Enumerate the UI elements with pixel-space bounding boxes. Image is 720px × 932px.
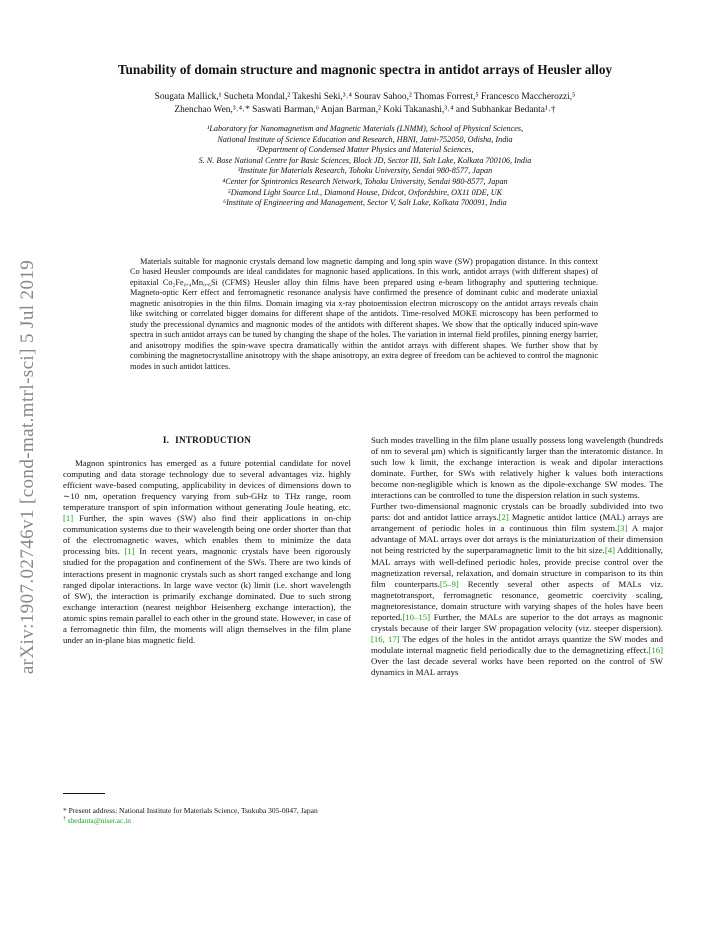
citation-link[interactable]: [1] xyxy=(63,513,74,524)
text-run: Recently several other aspects of MALs viz. magnetotransport, ferromagnetic resonance, geometric coercivity scaling, magnetoresistance, domain structure with varying shapes of the holes have been reported. xyxy=(371,578,664,622)
text-run: The edges of the holes in the antidot arrays quantize the SW modes and modulate internal magnetic field periodically due to the demagnetizing effect. xyxy=(371,633,663,655)
affiliation-line: ⁶Institute of Engineering and Management, Sector V, Salt Lake, Kolkata 700091, India xyxy=(223,198,507,208)
text-run: Magnon spintronics has emerged as a future potential candidate for novel computing and data storage technology due to several advantages viz. highly efficient wave-based computing, applicability in devices of dimensions down to ∼10 nm, operation frequency varying from sub-GHz to THz range, room temperature transport of spin information without generating Joule heating, etc. xyxy=(63,458,351,513)
text-run: Further two-dimensional magnonic crystals can be broadly subdivided into two parts: dot and antidot lattice arrays. xyxy=(371,501,663,523)
citation-link[interactable]: [1] xyxy=(124,546,135,557)
citation-link[interactable]: [5–9] xyxy=(439,578,459,589)
citation-link[interactable]: [16] xyxy=(648,644,663,655)
affiliation-line: ³Institute for Materials Research, Tohoku University, Sendai 980-8577, Japan xyxy=(237,166,493,176)
intro-paragraph xyxy=(63,458,351,646)
citation-link[interactable]: [4] xyxy=(604,545,616,556)
left-column xyxy=(63,435,351,646)
author-line-1: Sougata Mallick,¹ Sucheta Mondal,² Takeshi Seki,³˒⁴ Sourav Sahoo,² Thomas Forrest,⁵ Francesco Maccherozzi,⁵ xyxy=(154,92,576,102)
text-run: Magnetic antidot lattice (MAL) arrays are arrangement of periodic holes in a continuous thin film system. xyxy=(371,512,663,534)
footnote-divider xyxy=(63,793,105,794)
affiliation-line: ¹Laboratory for Nanomagnetism and Magnetic Materials (LNMM), School of Physical Sciences, xyxy=(206,124,524,133)
text-run: In recent years, magnonic crystals have been rigorously studied for the propagation and confinement of the SWs. There are two kinds of interactions present in magnonic crystals such as short ranged exchange and long ranged dipolar interactions. In large wave vector (k) limit (i.e. short wavelength of SW), the interaction is primarily exchange dominated. Due to such strong exchange interaction (nearest neighbor Heisenberg exchange interaction), the atomic spins remain parallel to each other in the ground state. However, in case of a ferromagnetic thin film, the moments will align themselves in the film plane under an in-plane bias magnetic field. xyxy=(63,546,352,645)
section-number: I. xyxy=(162,435,170,445)
section-heading xyxy=(63,435,351,446)
author-line-2: Zhenchao Wen,³˒⁴˒* Saswati Barman,⁶ Anjan Barman,² Koki Takanashi,³˒⁴ and Subhankar Bedanta¹˒† xyxy=(174,105,556,115)
citation-link[interactable]: [2] xyxy=(498,512,509,523)
affiliation-line: ⁴Center for Spintronics Research Network, Tohoku University, Sendai 980-8577, Japan xyxy=(222,176,508,186)
citation-link[interactable]: [3] xyxy=(617,523,628,534)
footnotes xyxy=(63,806,351,825)
right-column xyxy=(371,435,663,678)
arxiv-identifier-text: arXiv:1907.02746v1 [cond-mat.mtrl-sci] 5 Jul 2019 xyxy=(17,259,39,675)
text-run: Further, the spin waves (SW) also find their applications in on-chip communication systems due to their wavelength being one order shorter than that of the electromagnetic waves, which enables them to minimize the data processing bits. xyxy=(63,513,351,557)
text-run: Further, the MALs are superior to the dot arrays as magnonic crystals because of their larger SW propagation velocity (viz. steeper dispersion). xyxy=(371,611,663,633)
text-run: Over the last decade several works have been reported on the control of SW dynamics in MAL arrays xyxy=(371,655,663,677)
affiliation-line: ²Department of Condensed Matter Physics and Material Sciences, xyxy=(256,145,474,155)
affiliation-list xyxy=(80,124,650,209)
abstract xyxy=(130,257,598,372)
intro-paragraph xyxy=(371,501,663,678)
intro-paragraph: Such modes travelling in the film plane usually possess long wavelength (hundreds of nm to several μm) which is significantly larger than the interatomic distance. In such low k limit, the exchange interaction is weak and dipolar interactions dominate. Further, for SWs with relatively higher k values both interactions become non-negligible which is known as the dipole-exchange SW modes. The interactions can be controlled to tune the dispersion relation in such systems. xyxy=(371,435,663,501)
citation-link[interactable]: [16, 17] xyxy=(371,633,400,644)
author-list xyxy=(60,91,670,117)
arxiv-identifier-stamp xyxy=(8,252,48,682)
text-run: Additionally, MAL arrays with well-defined periodic holes, provide precise control over the magnetization reversal, relaxation, and domain structure in comparison to its thin film counterparts. xyxy=(371,545,663,589)
email-link[interactable]: sbedanta@niser.ac.in xyxy=(67,815,132,825)
dagger-mark: † xyxy=(63,815,66,822)
affiliation-line: National Institute of Science Education and Research, HBNI, Jatni-752050, Odisha, India xyxy=(217,134,513,144)
footnote-email xyxy=(63,816,351,826)
paper-title: Tunability of domain structure and magnonic spectra in antidot arrays of Heusler alloy xyxy=(117,62,613,77)
affiliation-line: S. N. Bose National Centre for Basic Sciences, Block JD, Sector III, Salt Lake, Kolkata 700106, India xyxy=(198,155,532,165)
text-run: A major advantage of MAL arrays over dot arrays is the miniaturization of their dimension not being restricted by the superparamagnetic limit to the bit size. xyxy=(371,523,664,556)
affiliation-line: ⁵Diamond Light Source Ltd., Diamond House, Didcot, Oxfordshire, OX11 0DE, UK xyxy=(227,187,503,197)
section-title: INTRODUCTION xyxy=(175,435,252,445)
abstract-text: Materials suitable for magnonic crystals demand low magnetic damping and long spin wave (SW) propagation distance. In this context Co based Heusler compounds are ideal candidates for magnonic based applications. In this work, antidot arrays (with different shapes) of epitaxial Co₂Fe₀.₄Mn₀.₆Si (CFMS) Heusler alloy thin films have been prepared using e-beam lithography and sputtering technique. Magneto-optic Kerr effect and ferromagnetic resonance analysis have confirmed the presence of dominant cubic and moderate uniaxial magnetic anisotropies in the thin films. Domain imaging via x-ray photoemission electron microscopy on the antidot arrays reveals chain like switching or correlated bigger domains for different shape of the antidots. Time-resolved MOKE microscopy has been performed to study the precessional dynamics and magnonic modes of the antidots with different shapes. We show that the optically induced spin-wave spectra in such antidot arrays can be tuned by changing the shape of the holes. The variation in internal field profiles, pinning energy barrier, and anisotropy modifies the spin-wave spectra dramatically within the antidot arrays with different shapes. We further show that by combining the magnetocrystalline anisotropy with the shape anisotropy, an extra degree of freedom can be achieved to control the magnonic modes in such antidot lattices. xyxy=(130,257,598,371)
footnote-present-address: * Present address: National Institute for Materials Science, Tsukuba 305-0047, Japan xyxy=(63,806,318,815)
citation-link[interactable]: [10–15] xyxy=(402,611,431,622)
